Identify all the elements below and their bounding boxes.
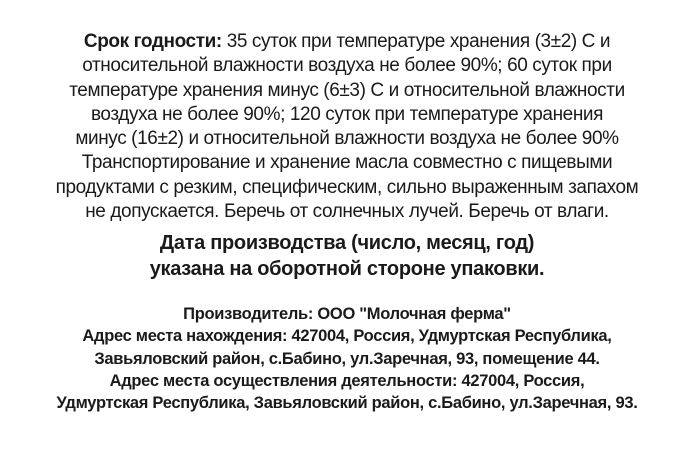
storage-conditions-paragraph <box>40 30 654 224</box>
production-date-line-1: Дата производства (число, месяц, год) <box>159 232 535 254</box>
storage-line-7: продуктами с резким, специфическим, сильно выраженным запахом <box>55 176 639 198</box>
storage-line-1-text: 35 суток при температуре хранения (3±2) С и <box>221 31 611 52</box>
production-date-line-2: указана на оборотной стороне упаковки. <box>149 258 545 280</box>
storage-line-2: относительной влажности воздуха не более 90%; 60 суток при <box>82 55 612 77</box>
activity-address-line-1: Адрес места осуществления деятельности: 427004, Россия, <box>109 371 585 390</box>
production-date-note <box>40 230 654 282</box>
storage-line-4: воздуха не более 90%; 120 суток при температуре хранения <box>90 103 604 125</box>
manufacturer-info <box>20 303 674 414</box>
legal-address-line-2: Завьяловский район, с.Бабино, ул.Заречная, 93, помещение 44. <box>94 349 600 368</box>
storage-line-6: Транспортирование и хранение масла совместно с пищевыми <box>81 152 613 174</box>
manufacturer-name: Производитель: ООО "Молочная ферма" <box>183 305 511 323</box>
storage-line-8: не допускается. Беречь от солнечных лучей. Беречь от влаги. <box>85 201 609 223</box>
activity-address-line-2: Удмуртская Республика, Завьяловский район, с.Бабино, ул.Заречная, 93. <box>56 394 638 413</box>
legal-address-line-1: Адрес места нахождения: 427004, Россия, Удмуртская Республика, <box>82 327 612 346</box>
storage-line-3: температуре хранения минус (6±3) С и относительной влажности <box>69 79 625 101</box>
storage-line-1 <box>40 30 654 54</box>
storage-line-5: минус (16±2) и относительной влажности воздуха не более 90% <box>75 128 619 150</box>
shelf-life-heading: Срок годности: <box>83 31 222 52</box>
